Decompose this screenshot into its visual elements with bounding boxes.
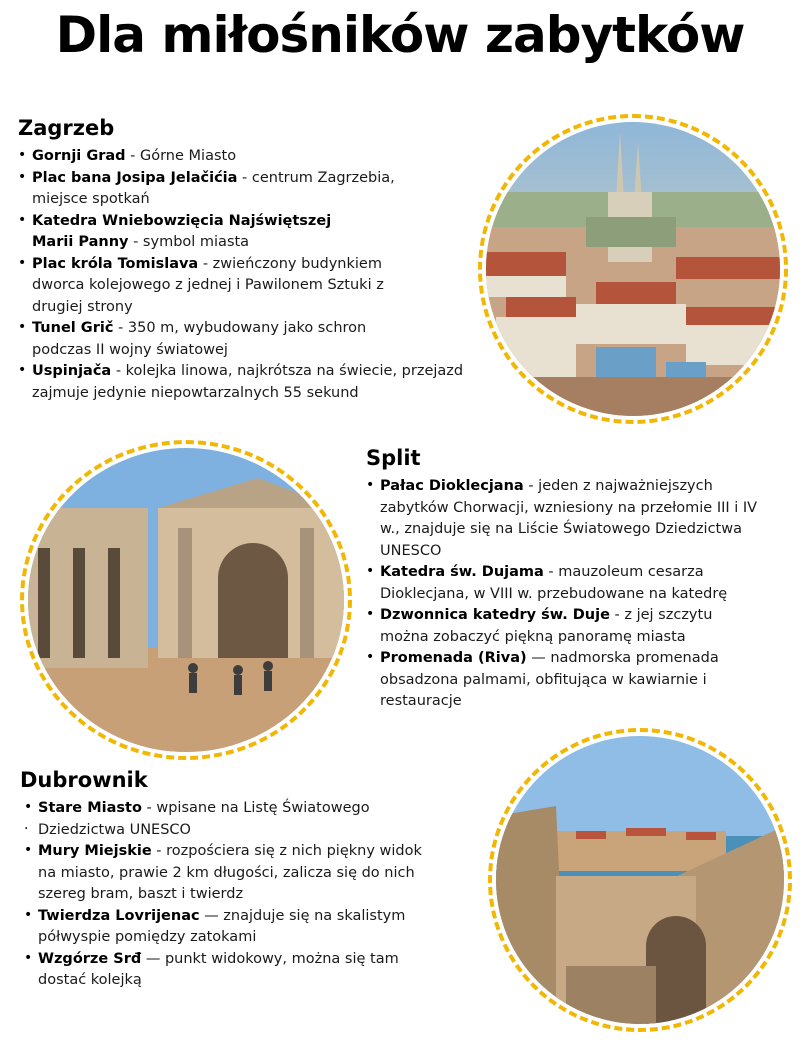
section-zagrzeb <box>18 116 478 404</box>
zagreb-photo <box>486 122 780 416</box>
list-item: • Dzwonnica katedry św. Duje - z jej szczytu można zobaczyć piękną panoramę miasta <box>366 605 760 648</box>
section-heading: Split <box>366 446 421 470</box>
list-item: • Twierdza Lovrijenac — znajduje się na skalistym półwyspie pomiędzy zatokami <box>24 906 438 949</box>
list-item: • Uspinjača - kolejka linowa, najkrótsza na świecie, przejazd zajmuje jedynie niepowtarzalnych 55 sekund <box>18 361 482 404</box>
list-item: • Katedra św. Dujama - mauzoleum cesarza Dioklecjana, w VIII w. przebudowane na katedrę <box>366 562 780 605</box>
list-item: • Plac króla Tomislava - zwieńczony budynkiem dworca kolejowego z jednej i Pawilonem Sztuki z drugiej strony <box>18 254 432 319</box>
dubrovnik-photo <box>496 736 784 1024</box>
list-item: • Wzgórze Srđ — punkt widokowy, można się tam dostać kolejką <box>24 949 438 992</box>
section-heading: Dubrownik <box>20 768 148 792</box>
list-item: • Tunel Grič - 350 m, wybudowany jako schron podczas II wojny światowej <box>18 318 412 361</box>
attraction-list <box>24 798 448 992</box>
split-photo <box>28 448 344 752</box>
list-item: · Dziedzictwa UNESCO <box>24 820 448 842</box>
list-item: • Pałac Dioklecjana - jeden z najważniejszych zabytków Chorwacji, wzniesiony na przełomie III i IV w., znajduje się na Liście Światowego Dziedzictwa UNESCO <box>366 476 760 562</box>
list-item: • Promenada (Riva) — nadmorska promenada obsadzona palmami, obfitująca w kawiarnie i restauracje <box>366 648 780 713</box>
section-dubrownik <box>18 768 448 992</box>
list-item: • Mury Miejskie - rozpościera się z nich piękny widok na miasto, prawie 2 km długości, zalicza się do nich szereg bram, baszt i twierdz <box>24 841 443 906</box>
list-item: • Stare Miasto - wpisane na Listę Światowego <box>24 798 448 820</box>
attraction-list <box>18 146 478 404</box>
list-item: • Katedra Wniebowzięcia Najświętszej Marii Panny - symbol miasta <box>18 211 372 254</box>
list-item: • Plac bana Josipa Jelačićia - centrum Zagrzebia, miejsce spotkań <box>18 168 432 211</box>
section-heading: Zagrzeb <box>18 116 115 140</box>
list-item: • Gornji Grad - Górne Miasto <box>18 146 478 168</box>
section-split <box>366 446 786 713</box>
page-title: Dla miłośników zabytków <box>55 6 745 64</box>
attraction-list <box>366 476 786 713</box>
